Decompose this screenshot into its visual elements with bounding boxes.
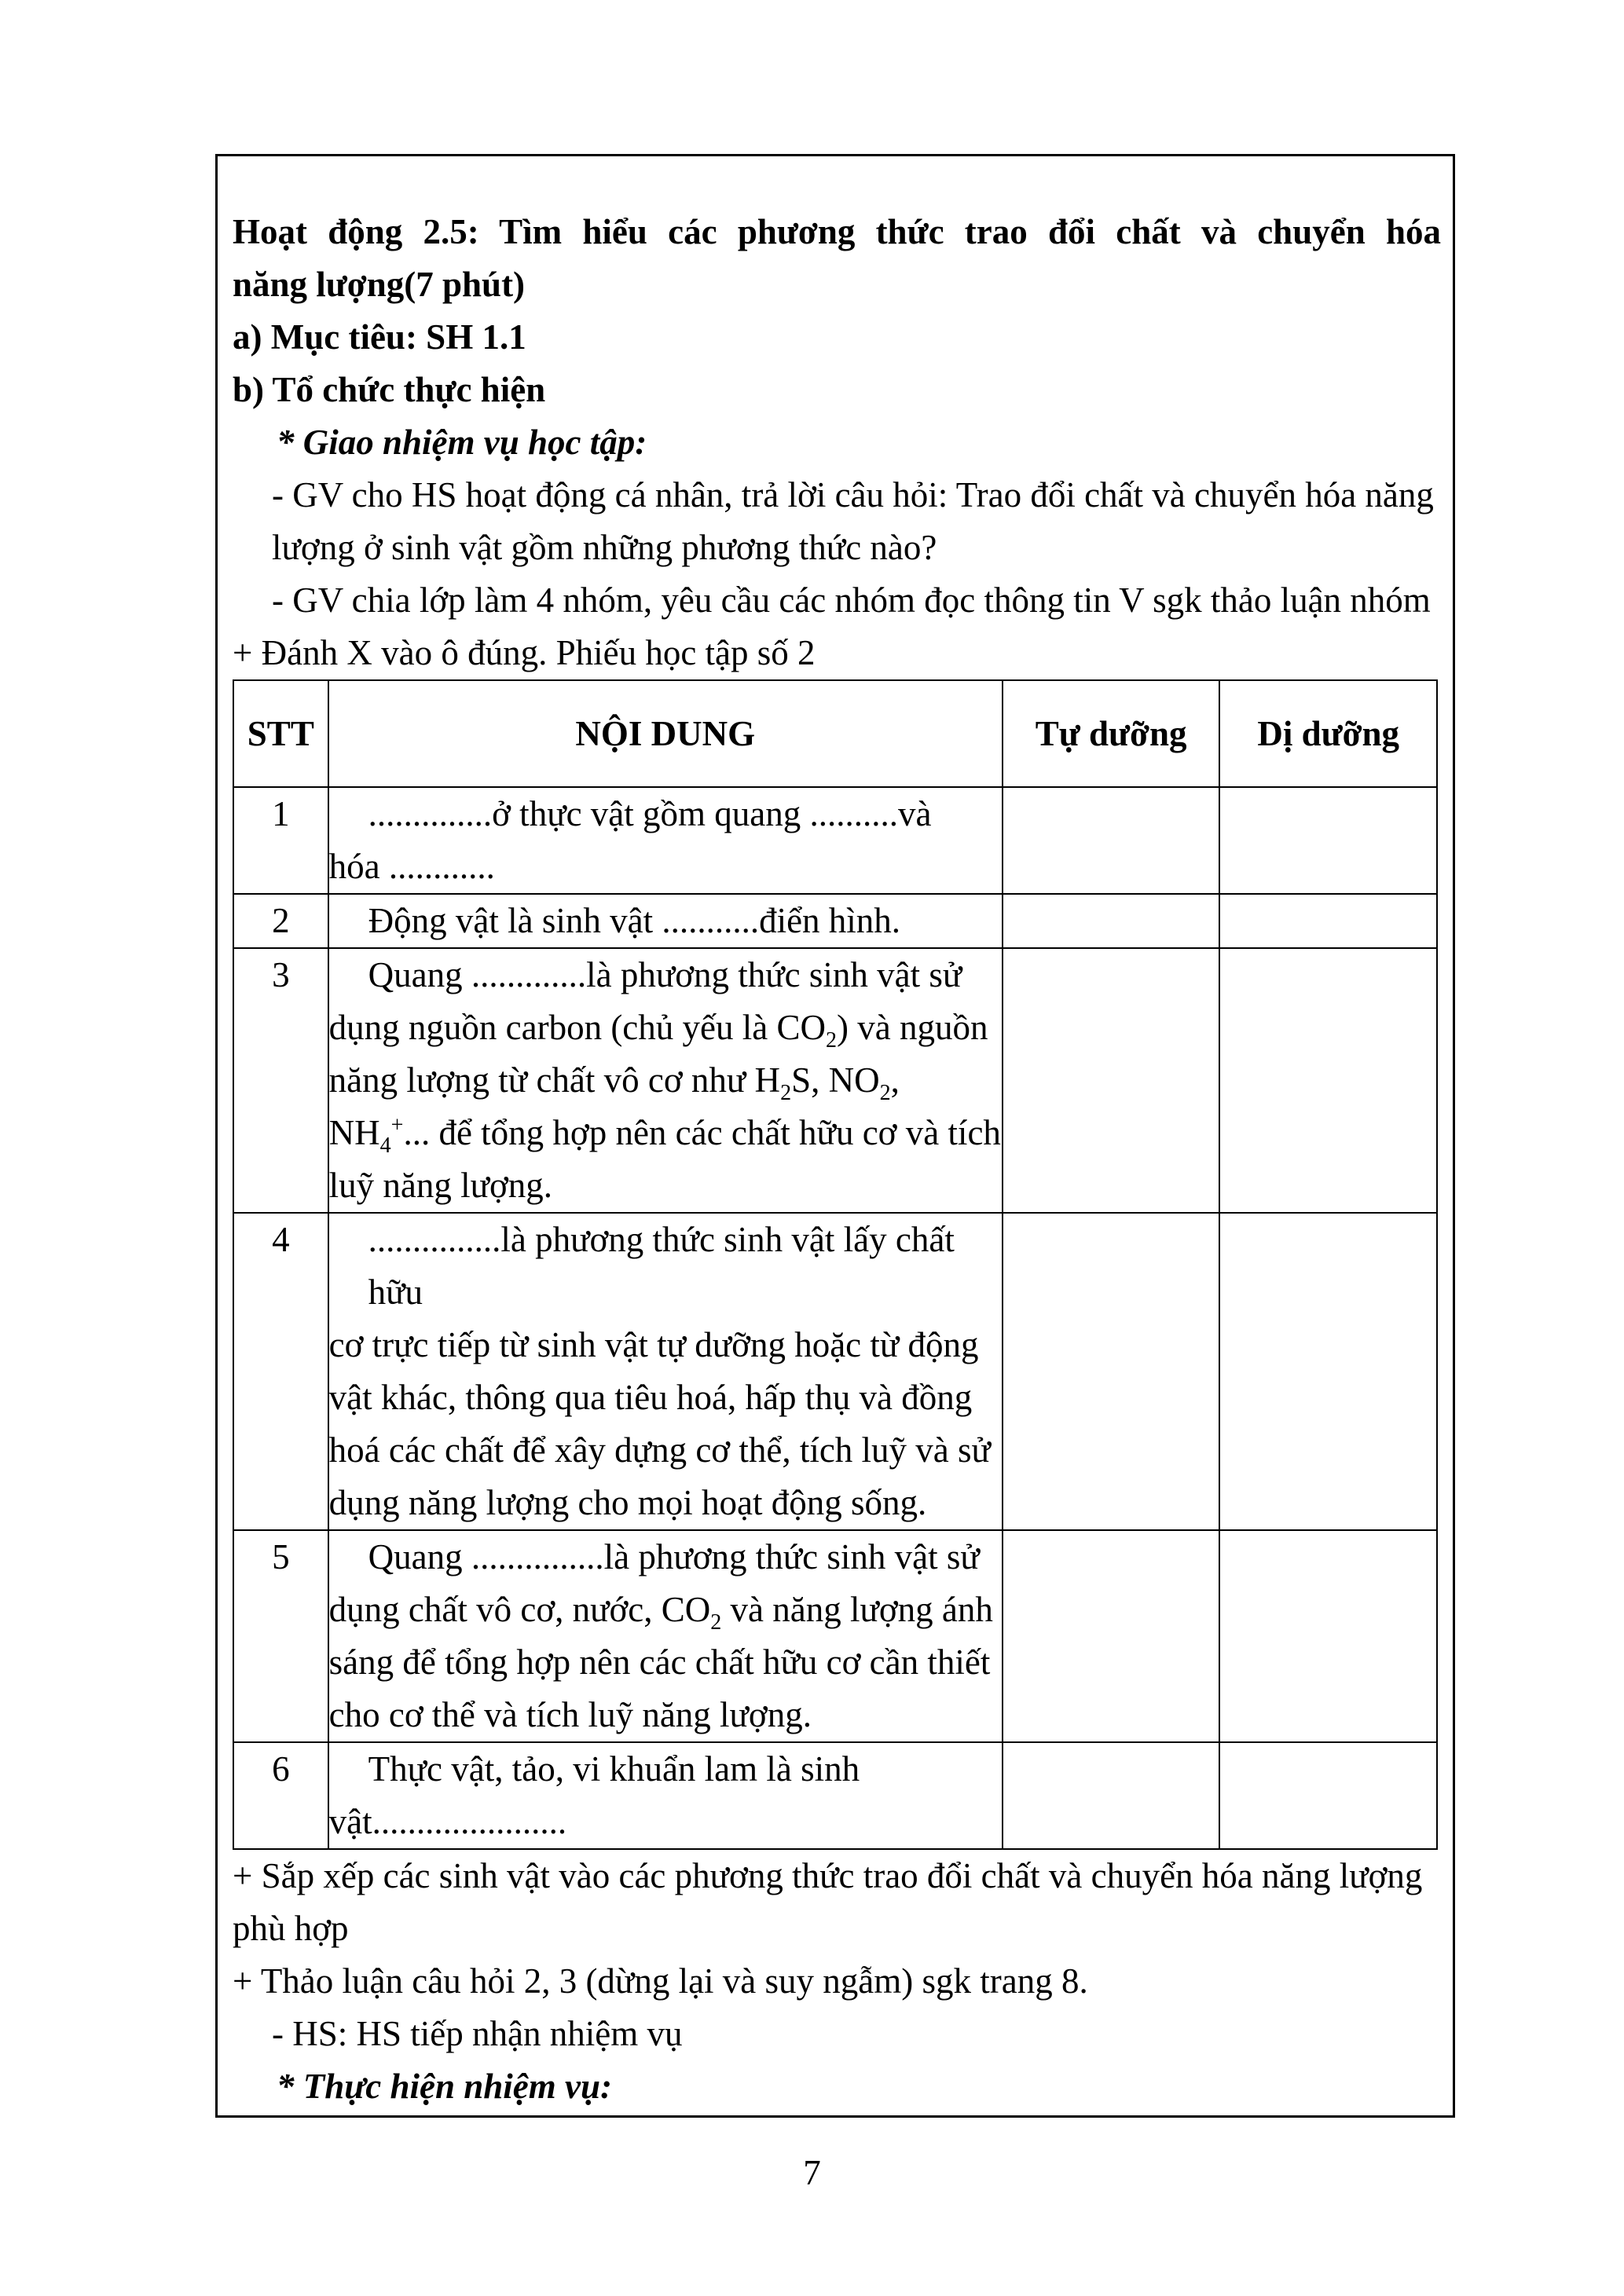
text-run: dụng nguồn carbon (chủ yếu là CO [328, 1008, 826, 1047]
text-run: ... để tổng hợp nên các chất hữu cơ và tích luỹ năng lượng. [328, 1113, 1001, 1205]
gv-task-2 [233, 574, 1441, 627]
table-row [233, 948, 1437, 1213]
text-run: và năng lượng ánh sáng để tổng hợp nên các chất hữu cơ cần thiết cho cơ thể và tích luỹ năng lượng. [328, 1590, 993, 1734]
table-row [233, 1530, 1437, 1742]
subscript: 2 [879, 1081, 891, 1105]
row-content [328, 1742, 1003, 1849]
di-duong-cell[interactable] [1219, 894, 1437, 948]
row-content-rest [329, 1002, 1002, 1212]
di-duong-cell[interactable] [1219, 1213, 1437, 1530]
row-stt: 1 [233, 787, 328, 894]
objective: a) Mục tiêu: SH 1.1 [233, 317, 526, 357]
table-row [233, 894, 1437, 948]
activity-title-cont: năng lượng(7 phút) [233, 265, 526, 304]
row-content-line: cơ trực tiếp từ sinh vật tự dưỡng hoặc từ động vật khác, thông qua tiêu hoá, hấp thụ và đồng hoá các chất để xây dựng cơ thể, tích luỹ và sử dụng năng lượng cho mọi hoạt động sống. [328, 1325, 991, 1522]
text-run: ) và nguồn năng lượng từ chất vô cơ như H [328, 1008, 988, 1100]
tu-duong-cell[interactable] [1003, 1742, 1220, 1849]
di-duong-cell[interactable] [1219, 1530, 1437, 1742]
text-run: S, NO [791, 1060, 880, 1100]
row-content-rest [329, 1584, 1002, 1741]
row-stt: 3 [233, 948, 328, 1213]
row-content-line: hóa ............ [328, 847, 495, 886]
tu-duong-cell[interactable] [1003, 1213, 1220, 1530]
row-content-line: ..............ở thực vật gồm quang ..........và [368, 794, 932, 833]
di-duong-cell[interactable] [1219, 948, 1437, 1213]
table-header-row [233, 680, 1437, 787]
assign-heading: * Giao nhiệm vụ học tập: [277, 423, 647, 462]
tu-duong-cell[interactable] [1003, 787, 1220, 894]
gv-task-2-text: - GV chia lớp làm 4 nhóm, yêu cầu các nhóm đọc thông tin V sgk thảo luận nhóm [272, 580, 1431, 620]
tu-duong-cell[interactable] [1003, 894, 1220, 948]
header-tu-duong: Tự dưỡng [1003, 680, 1220, 787]
subscript: 2 [826, 1028, 837, 1053]
row-content [328, 1530, 1003, 1742]
arrange-instruction: + Sắp xếp các sinh vật vào các phương thức trao đổi chất và chuyển hóa năng lượng phù hợp [233, 1856, 1423, 1948]
hs-task: - HS: HS tiếp nhận nhiệm vụ [272, 2014, 683, 2053]
gv-task-1-text: - GV cho HS hoạt động cá nhân, trả lời câu hỏi: Trao đổi chất và chuyển hóa năng lượng ở sinh vật gồm những phương thức nào? [272, 475, 1434, 567]
table-row [233, 1213, 1437, 1530]
worksheet-table [233, 679, 1438, 1850]
row-content-line: vật...................... [328, 1802, 567, 1841]
mark-instruction: + Đánh X vào ô đúng. Phiếu học tập số 2 [233, 633, 816, 672]
text-run: , NH [328, 1060, 900, 1152]
row-content [328, 894, 1003, 948]
row-content-line: Quang .............là phương thức sinh vật sử [368, 955, 962, 994]
table-row [233, 1742, 1437, 1849]
page-number: 7 [803, 2153, 821, 2192]
header-di-duong: Dị dưỡng [1219, 680, 1437, 787]
row-content [328, 1213, 1003, 1530]
row-stt: 6 [233, 1742, 328, 1849]
row-content-line: Thực vật, tảo, vi khuẩn lam là sinh [368, 1749, 860, 1789]
row-stt: 4 [233, 1213, 328, 1530]
text-run: dụng chất vô cơ, nước, CO [328, 1590, 711, 1629]
superscript: + [390, 1113, 404, 1137]
subscript: 2 [780, 1081, 792, 1105]
discuss-instruction: + Thảo luận câu hỏi 2, 3 (dừng lại và suy ngẫm) sgk trang 8. [233, 1961, 1088, 2001]
row-content [328, 948, 1003, 1213]
gv-task-1 [233, 469, 1441, 574]
header-content: NỘI DUNG [328, 680, 1003, 787]
row-content-line: Động vật là sinh vật ...........điển hình. [368, 901, 901, 940]
activity-title: Hoạt động 2.5: Tìm hiểu các phương thức trao đổi chất và chuyển hóa [233, 212, 1441, 251]
perform-heading: * Thực hiện nhiệm vụ: [277, 2067, 612, 2106]
row-content-line: Quang ...............là phương thức sinh vật sử [368, 1537, 980, 1576]
row-stt: 2 [233, 894, 328, 948]
subscript: 4 [379, 1133, 391, 1158]
tu-duong-cell[interactable] [1003, 948, 1220, 1213]
row-content-line: ...............là phương thức sinh vật lấy chất hữu [368, 1220, 955, 1312]
row-content [328, 787, 1003, 894]
subscript: 2 [710, 1610, 722, 1635]
tu-duong-cell[interactable] [1003, 1530, 1220, 1742]
row-stt: 5 [233, 1530, 328, 1742]
di-duong-cell[interactable] [1219, 1742, 1437, 1849]
lesson-content [233, 206, 1441, 2113]
organize-heading: b) Tổ chức thực hiện [233, 370, 546, 409]
table-row [233, 787, 1437, 894]
di-duong-cell[interactable] [1219, 787, 1437, 894]
header-stt: STT [233, 680, 328, 787]
